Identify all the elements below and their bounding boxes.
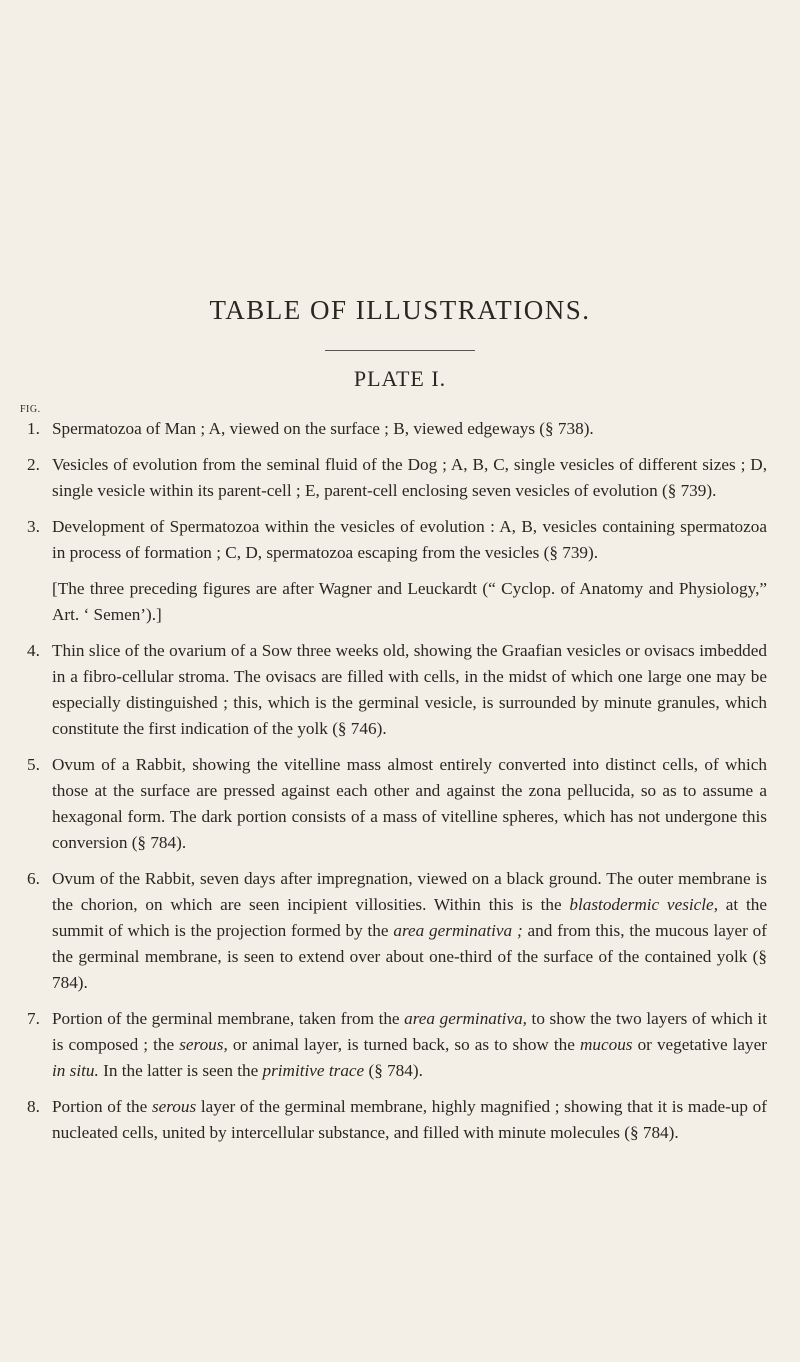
figure-number: 4. (27, 641, 40, 660)
list-item (22, 638, 767, 742)
figure-description-emphasis: blastodermic vesicle, (569, 895, 718, 914)
title-divider (325, 350, 475, 351)
figure-description-part: Ovum of the Rabbit, seven days after impregnation, viewed on a black ground. The outer membrane is the chorion, on which are seen incipient villosities. Within this is the (52, 869, 767, 914)
list-item (22, 752, 767, 856)
figure-description-part: Portion of the (52, 1097, 152, 1116)
figure-description-part: layer of the germinal membrane, highly magnified ; showing that it is made-up of nucleated cells, united by intercellular substance, and filled with minute molecules (§ 784). (52, 1097, 767, 1142)
figure-description-emphasis: area germinativa ; (393, 921, 523, 940)
list-item (22, 416, 767, 442)
figure-description-part: at the summit of which is the projection formed by the (52, 895, 767, 940)
figure-description-emphasis: primitive trace (262, 1061, 365, 1080)
figure-number: 3. (27, 517, 40, 536)
figure-description-emphasis: serous, (179, 1035, 228, 1054)
list-item (22, 1006, 767, 1084)
page-title: TABLE OF ILLUSTRATIONS. (209, 295, 591, 325)
list-item (22, 1094, 767, 1146)
list-item (22, 452, 767, 504)
figure-number: 6. (27, 869, 40, 888)
illustration-list (22, 416, 767, 1156)
figure-description-part: (§ 784). (364, 1061, 423, 1080)
list-item (22, 866, 767, 996)
figure-description-emphasis: mucous (579, 1035, 633, 1054)
figure-description-part: or animal layer, is turned back, so as to show the (227, 1035, 580, 1054)
list-item (22, 514, 767, 566)
figure-description-emphasis: in situ. (52, 1061, 99, 1080)
fig-column-label: FIG. (20, 404, 41, 415)
figure-description-emphasis: area germinativa, (404, 1009, 527, 1028)
figure-number: 7. (27, 1009, 40, 1028)
figure-description-part: to show the two layers of which it is composed ; the (52, 1009, 767, 1054)
figure-description-part: In the latter is seen the (98, 1061, 263, 1080)
figure-number: 1. (27, 419, 40, 438)
figure-number: 5. (27, 755, 40, 774)
figure-number: 2. (27, 455, 40, 474)
figure-description-part: Portion of the germinal membrane, taken from the (52, 1009, 405, 1028)
figure-description: Ovum of a Rabbit, showing the vitelline mass almost entirely converted into distinct cells, of which those at the surface are pressed against each other and against the zona pellucida, so as to assume a hexagonal form. The dark portion consists of a mass of vitelline spheres, which has not undergone this conversion (§ 784). (52, 755, 767, 852)
figure-description-part: or vegetative layer (632, 1035, 767, 1054)
figure-description: Spermatozoa of Man ; A, viewed on the surface ; B, viewed edgeways (§ 738). (52, 419, 594, 438)
figure-description: Vesicles of evolution from the seminal fluid of the Dog ; A, B, C, single vesicles of different sizes ; D, single vesicle within its parent-cell ; E, parent-cell enclosing seven vesicles of evolution (§ 739). (52, 455, 767, 500)
plate-heading: PLATE I. (353, 366, 447, 391)
figure-description: Development of Spermatozoa within the vesicles of evolution : A, B, vesicles containing spermatozoa in process of formation ; C, D, spermatozoa escaping from the vesicles (§ 739). (52, 517, 767, 562)
figure-description-part: and from this, the mucous layer of the germinal membrane, is seen to extend over about one-third of the surface of the contained yolk (§ 784). (52, 921, 768, 992)
figure-number: 8. (27, 1097, 40, 1116)
figure-description: Thin slice of the ovarium of a Sow three weeks old, showing the Graafian vesicles or ovisacs imbedded in a fibro-cellular stroma. The ovisacs are filled with cells, in the midst of which one large one may be especially distinguished ; this, which is the germinal vesicle, is surrounded by minute granules, which constitute the first indication of the yolk (§ 746). (52, 641, 767, 738)
figure-description-emphasis: serous (151, 1097, 197, 1116)
source-note (22, 576, 767, 628)
figure-description: [The three preceding figures are after Wagner and Leuckardt (“ Cyclop. of Anatomy and Physiology,” Art. ‘ Semen’).] (52, 579, 767, 624)
